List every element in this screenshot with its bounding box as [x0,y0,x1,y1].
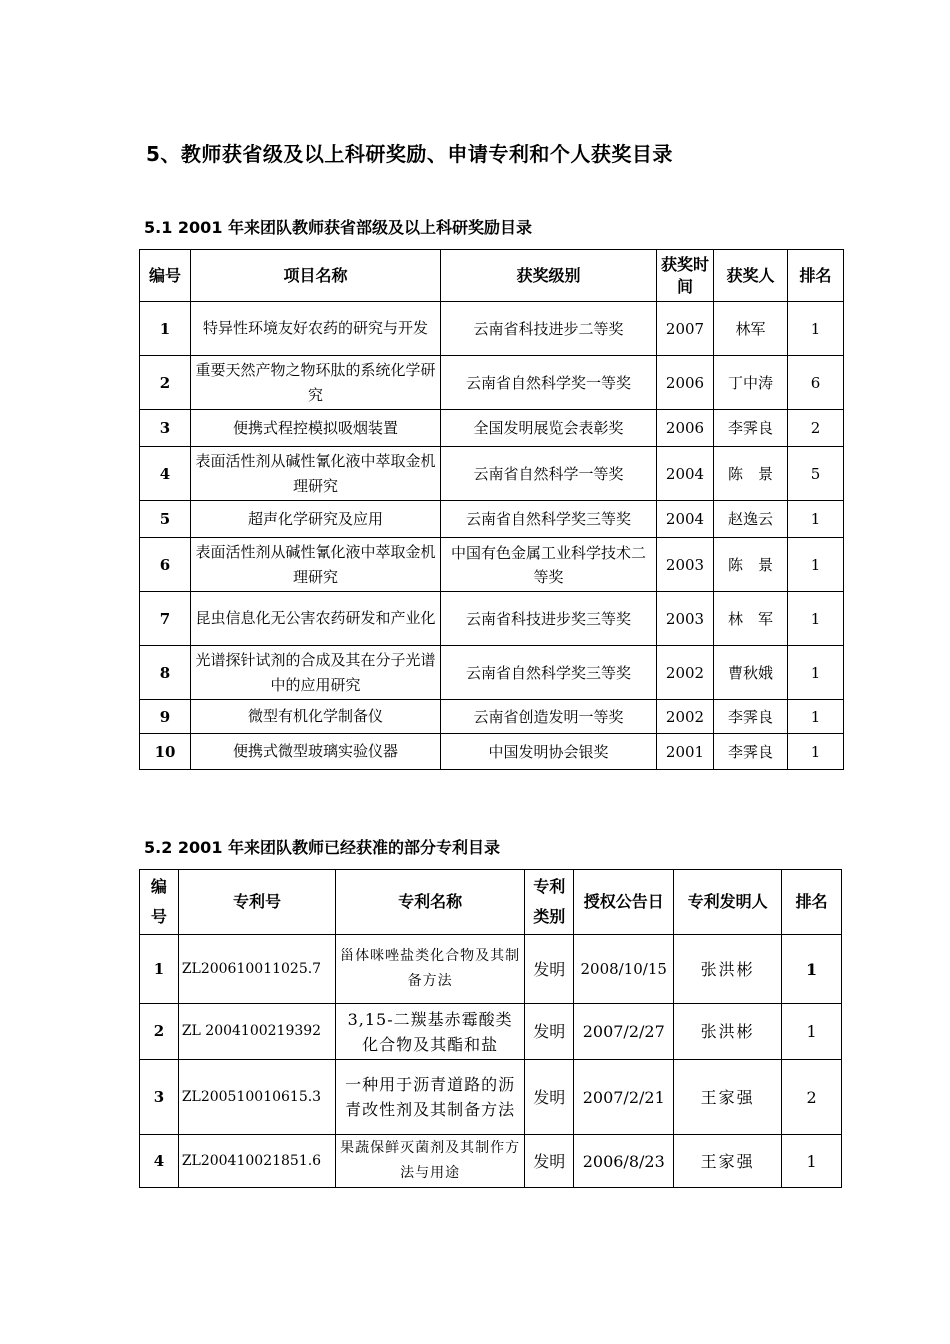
table-row [140,1060,842,1135]
rank: 6 [788,356,844,410]
row-number: 10 [140,734,191,770]
rank: 1 [788,538,844,592]
table-row [140,1135,842,1188]
award-level: 中国有色金属工业科学技术二等奖 [441,538,657,592]
row-number: 2 [140,356,191,410]
awards-table [139,249,844,770]
table-row [140,447,844,501]
section1-title: 5.1 2001 年来团队教师获省部级及以上科研奖励目录 [144,218,533,237]
patent-type: 发明 [525,1060,574,1135]
table-row [140,501,844,538]
row-number: 1 [140,935,179,1004]
award-year: 2007 [657,302,714,356]
inventor: 张洪彬 [674,1004,782,1060]
award-year: 2003 [657,538,714,592]
row-number: 7 [140,592,191,646]
patents-header-row [140,870,842,935]
patent-name: 3,15-二羰基赤霉酸类化合物及其酯和盐 [336,1004,525,1060]
project-name: 昆虫信息化无公害农药研发和产业化 [191,592,441,646]
project-name: 重要天然产物之物环肽的系统化学研究 [191,356,441,410]
awards-header-row [140,250,844,302]
patent-number: ZL200410021851.6 [178,1135,335,1188]
awardee: 赵逸云 [714,501,788,538]
awardee: 林 军 [714,592,788,646]
grant-date: 2008/10/15 [574,935,674,1004]
row-number: 9 [140,700,191,734]
project-name: 表面活性剂从碱性氰化液中萃取金机理研究 [191,538,441,592]
award-level: 中国发明协会银奖 [441,734,657,770]
award-level: 云南省自然科学奖三等奖 [441,646,657,700]
project-name: 便携式程控模拟吸烟装置 [191,410,441,447]
awardee: 李霁良 [714,700,788,734]
rank: 1 [782,1135,842,1188]
awardee: 陈 景 [714,447,788,501]
patent-number: ZL 2004100219392 [178,1004,335,1060]
award-level: 云南省自然科学一等奖 [441,447,657,501]
patent-type: 发明 [525,935,574,1004]
header-patent-type: 专利类别 [525,870,574,935]
header-grant-date: 授权公告日 [574,870,674,935]
award-year: 2002 [657,646,714,700]
rank: 1 [788,592,844,646]
table-row [140,356,844,410]
patent-number: ZL200510010615.3 [178,1060,335,1135]
table-row [140,592,844,646]
row-number: 3 [140,410,191,447]
rank: 1 [788,501,844,538]
grant-date: 2007/2/27 [574,1004,674,1060]
row-number: 4 [140,447,191,501]
header-number: 编号 [140,250,191,302]
rank: 1 [782,935,842,1004]
page-heading: 5、教师获省级及以上科研奖励、申请专利和个人获奖目录 [146,142,673,166]
project-name: 光谱探针试剂的合成及其在分子光谱中的应用研究 [191,646,441,700]
row-number: 4 [140,1135,179,1188]
table-row [140,302,844,356]
rank: 5 [788,447,844,501]
project-name: 特异性环境友好农药的研究与开发 [191,302,441,356]
patent-type: 发明 [525,1135,574,1188]
grant-date: 2007/2/21 [574,1060,674,1135]
award-year: 2002 [657,700,714,734]
table-row [140,935,842,1004]
project-name: 表面活性剂从碱性氰化液中萃取金机理研究 [191,447,441,501]
awardee: 林军 [714,302,788,356]
awardee: 李霁良 [714,734,788,770]
row-number: 3 [140,1060,179,1135]
section2-title: 5.2 2001 年来团队教师已经获准的部分专利目录 [144,838,501,857]
award-year: 2001 [657,734,714,770]
row-number: 6 [140,538,191,592]
rank: 2 [782,1060,842,1135]
project-name: 超声化学研究及应用 [191,501,441,538]
patent-name: 甾体咪唑盐类化合物及其制备方法 [336,935,525,1004]
header-inventor: 专利发明人 [674,870,782,935]
inventor: 张洪彬 [674,935,782,1004]
award-year: 2006 [657,356,714,410]
rank: 1 [788,700,844,734]
header-number: 编号 [140,870,179,935]
patents-table [139,869,842,1188]
table-row [140,538,844,592]
patent-name: 一种用于沥青道路的沥青改性剂及其制备方法 [336,1060,525,1135]
award-year: 2004 [657,447,714,501]
awardee: 李霁良 [714,410,788,447]
row-number: 1 [140,302,191,356]
rank: 2 [788,410,844,447]
table-row [140,734,844,770]
header-awardee: 获奖人 [714,250,788,302]
awardee: 陈 景 [714,538,788,592]
header-rank: 排名 [788,250,844,302]
header-rank: 排名 [782,870,842,935]
rank: 1 [782,1004,842,1060]
table-row [140,700,844,734]
patent-type: 发明 [525,1004,574,1060]
table-row [140,410,844,447]
inventor: 王家强 [674,1135,782,1188]
row-number: 2 [140,1004,179,1060]
award-year: 2006 [657,410,714,447]
rank: 1 [788,302,844,356]
rank: 1 [788,646,844,700]
row-number: 8 [140,646,191,700]
table-row [140,1004,842,1060]
patent-number: ZL200610011025.7 [178,935,335,1004]
award-level: 全国发明展览会表彰奖 [441,410,657,447]
header-patent-name: 专利名称 [336,870,525,935]
project-name: 便携式微型玻璃实验仪器 [191,734,441,770]
row-number: 5 [140,501,191,538]
award-year: 2003 [657,592,714,646]
award-level: 云南省科技进步二等奖 [441,302,657,356]
header-award-level: 获奖级别 [441,250,657,302]
award-level: 云南省自然科学奖一等奖 [441,356,657,410]
patent-name: 果蔬保鲜灭菌剂及其制作方法与用途 [336,1135,525,1188]
awardee: 丁中涛 [714,356,788,410]
rank: 1 [788,734,844,770]
header-patent-number: 专利号 [178,870,335,935]
header-project-name: 项目名称 [191,250,441,302]
grant-date: 2006/8/23 [574,1135,674,1188]
award-level: 云南省创造发明一等奖 [441,700,657,734]
header-award-year: 获奖时间 [657,250,714,302]
award-level: 云南省自然科学奖三等奖 [441,501,657,538]
award-year: 2004 [657,501,714,538]
awardee: 曹秋娥 [714,646,788,700]
inventor: 王家强 [674,1060,782,1135]
award-level: 云南省科技进步奖三等奖 [441,592,657,646]
table-row [140,646,844,700]
project-name: 微型有机化学制备仪 [191,700,441,734]
